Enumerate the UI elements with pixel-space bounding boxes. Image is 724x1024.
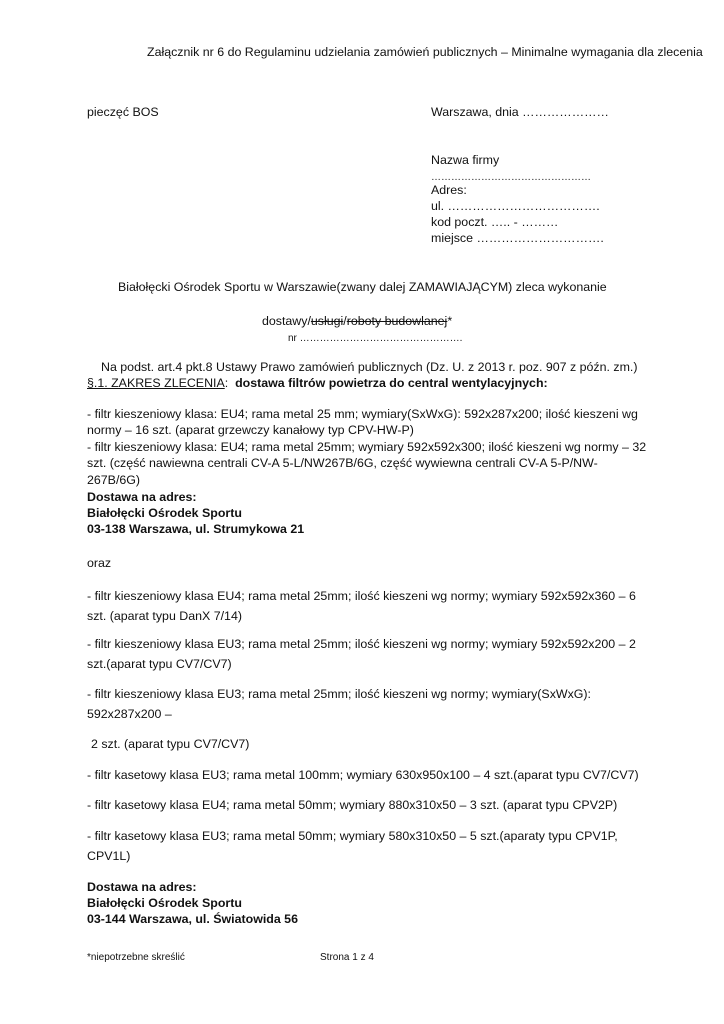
list-item: - filtr kieszeniowy klasa: EU4; rama metal 25 mm; wymiary(SxWxG): 592x287x200; ilość kieszeni wg normy – 16 szt. (aparat grzewczy kanałowy typ CPV-HW-P): [87, 407, 638, 438]
list-item: - filtr kieszeniowy klasa EU4; rama metal 25mm; ilość kieszeni wg normy; wymiary 592x592x360 – 6 szt. (aparat typu DanX 7/14): [87, 589, 636, 623]
delivery-label: Dostawa na adres:: [87, 880, 197, 894]
delivery-recipient: Białołęcki Ośrodek Sportu: [87, 506, 242, 520]
date-line: Warszawa, dnia …………………: [431, 105, 609, 119]
section-heading: §.1. ZAKRES ZLECENIA: [87, 376, 225, 390]
order-type-asterisk: *: [447, 314, 453, 328]
list-item: - filtr kasetowy klasa EU3; rama metal 50mm; wymiary 580x310x50 – 5 szt.(aparaty typu CPV1P, CPV1L): [87, 829, 618, 863]
scope-line: [87, 375, 548, 391]
company-place-field: miejsce ………………………….: [431, 231, 604, 245]
legal-basis: Na podst. art.4 pkt.8 Ustawy Prawo zamówień publicznych (Dz. U. z 2013 r. poz. 907 z późn. zm.): [101, 360, 638, 374]
order-type-service-struck: usługi: [310, 314, 344, 328]
scope-description: dostawa filtrów powietrza do central wentylacyjnych:: [235, 376, 548, 390]
footnote: *niepotrzebne skreślić: [87, 952, 185, 963]
delivery-recipient: Białołęcki Ośrodek Sportu: [87, 896, 242, 910]
list-item: - filtr kieszeniowy klasa EU3; rama metal 25mm; ilość kieszeni wg normy; wymiary 592x592x200 – 2 szt.(aparat typu CV7/CV7): [87, 637, 636, 671]
company-name-field: …………………………………………: [431, 172, 591, 183]
company-street-field: ul. ……………………………….: [431, 199, 600, 213]
delivery-address: 03-138 Warszawa, ul. Strumykowa 21: [87, 522, 305, 536]
section-colon: :: [224, 376, 229, 390]
list-item-continuation: 2 szt. (aparat typu CV7/CV7): [91, 737, 250, 751]
company-postal-field: kod poczt. ….. - ………: [431, 215, 559, 229]
page-header-title: Załącznik nr 6 do Regulaminu udzielania zamówień publicznych – Minimalne wymagania dla zlecenia: [147, 45, 703, 59]
page-number: Strona 1 z 4: [320, 952, 374, 963]
order-type-works-struck: roboty budowlanej: [346, 314, 448, 328]
list-item: - filtr kieszeniowy klasa: EU4; rama metal 25mm; wymiary 592x592x300; ilość kieszeni wg normy – 32 szt. (część nawiewna centrali CV-A 5-L/NW267B/6G, część wywiewna centrali CV-A 5-P/NW-267B/6G): [87, 440, 647, 487]
delivery-address: 03-144 Warszawa, ul. Światowida 56: [87, 912, 298, 926]
order-type-delivery: dostawy/: [262, 314, 311, 328]
order-type-line: [262, 313, 452, 329]
order-number-line: nr ………………………………………….: [288, 333, 463, 344]
list-item: - filtr kasetowy klasa EU3; rama metal 100mm; wymiary 630x950x100 – 4 szt.(aparat typu CV7/CV7): [87, 768, 639, 782]
delivery-label: Dostawa na adres:: [87, 490, 197, 504]
company-address-label: Adres:: [431, 183, 467, 197]
order-type-separator: /: [343, 314, 347, 328]
intro-line: Białołęcki Ośrodek Sportu w Warszawie(zwany dalej ZAMAWIAJĄCYM) zleca wykonanie: [118, 280, 607, 294]
stamp-label: pieczęć BOS: [87, 105, 159, 119]
list-item: - filtr kasetowy klasa EU4; rama metal 50mm; wymiary 880x310x50 – 3 szt. (aparat typu CPV2P): [87, 798, 618, 812]
company-name-label: Nazwa firmy: [431, 153, 500, 167]
conjunction-text: oraz: [87, 556, 112, 570]
list-item: - filtr kieszeniowy klasa EU3; rama metal 25mm; ilość kieszeni wg normy; wymiary(SxWxG): 592x287x200 –: [87, 687, 591, 721]
